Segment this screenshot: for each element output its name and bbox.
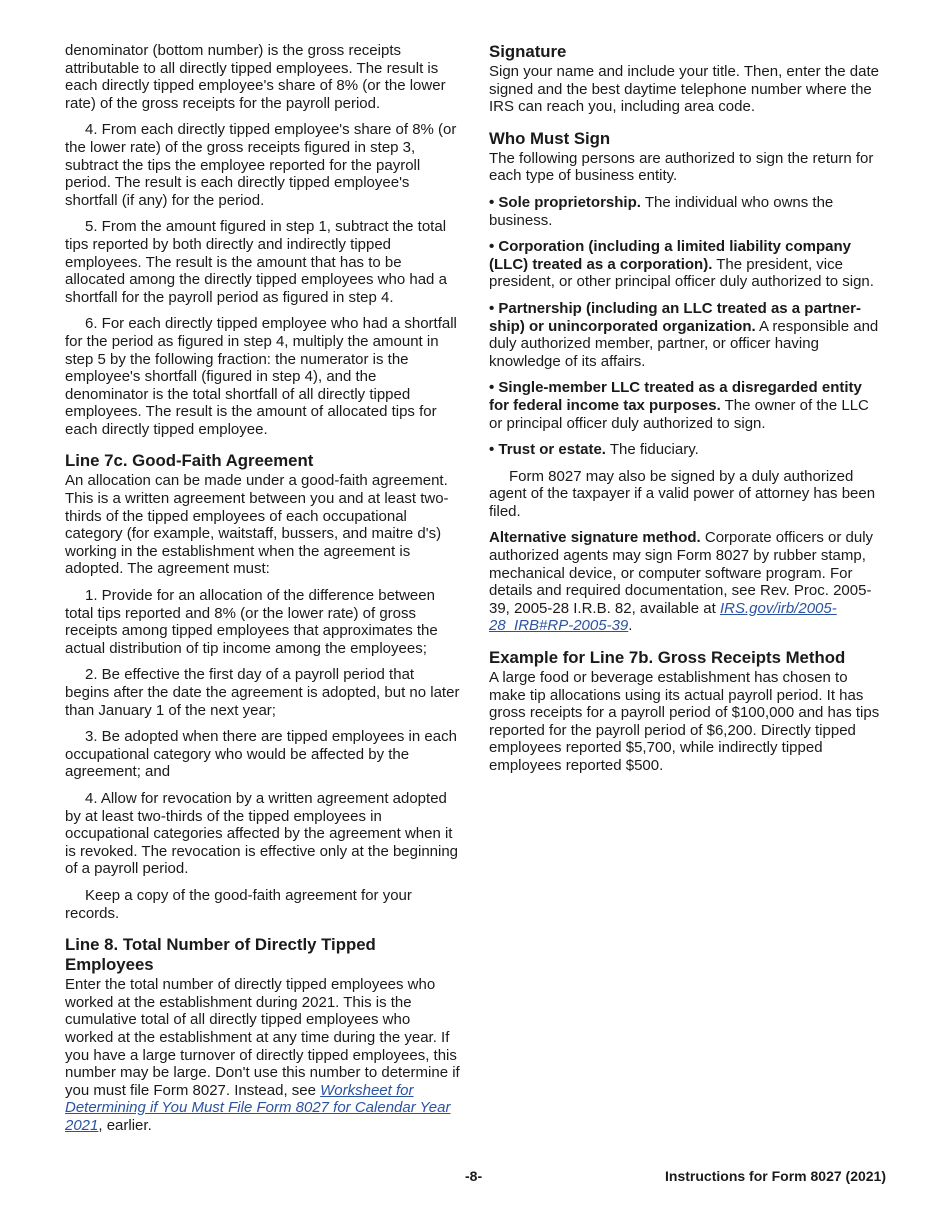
who-must-sign-section bbox=[489, 129, 886, 635]
bullet-text: The individual who owns the business. bbox=[489, 193, 834, 229]
bullet-partnership bbox=[489, 300, 886, 370]
line-8-heading: Line 8. Total Number of Directly Tipped Employees bbox=[65, 935, 376, 975]
bullet-text: The fiduciary. bbox=[605, 441, 699, 459]
line-8-body: Enter the total number of directly tipped employees who worked at the establishment during 2021. This is the cumulative total of all directly tipped employees who worked at the establishment at any time during the year. If you have a large turnover of directly tipped employees, this number may be large. Don't use this number to determine if you must file Form 8027. Instead, see bbox=[65, 976, 460, 1099]
worksheet-link[interactable]: Worksheet for Determining if You Must File Form 8027 for Calendar Year 2021 bbox=[65, 1081, 451, 1134]
line-7c-section bbox=[65, 451, 462, 922]
who-must-sign-intro: The following persons are authorized to sign the return for each type of business entity. bbox=[489, 149, 874, 185]
line-8-text bbox=[65, 976, 462, 1134]
left-column bbox=[65, 42, 462, 1143]
bullet-sole-proprietorship bbox=[489, 194, 886, 229]
agreement-item-2: 2. Be effective the first day of a payroll period that begins after the date the agreement is adopted, but no later than January 1 of the next year; bbox=[65, 666, 460, 719]
example-text: A large food or beverage establishment has chosen to make tip allocations using its actual payroll period. It has gross receipts for a payroll period of $100,000 and has tips reported for the payroll period of $6,200. Directly tipped employees reported $5,700, while indirectly tipped employees reported $500. bbox=[489, 669, 880, 774]
steps-continued bbox=[65, 42, 462, 438]
bullet-text: The president, vice president, or other principal officer duly authorized to sign. bbox=[489, 255, 874, 291]
rev-proc-link[interactable]: IRS.gov/irb/2005-28_IRB#RP-2005-39 bbox=[489, 599, 837, 635]
agreement-item-1: 1. Provide for an allocation of the difference between total tips reported and 8% (or the lower rate) of gross receipts among tipped employees that approximates the actual distribution of tip income among the employees; bbox=[65, 587, 438, 657]
bullet-trust-estate bbox=[489, 441, 886, 459]
bullet-text: A responsible and duly authorized member, partner, or officer having knowledge of its affairs. bbox=[489, 317, 879, 370]
bullet-label: • Single-member LLC treated as a disregarded entity for federal income tax purposes. bbox=[489, 379, 862, 414]
agreement-closing: Keep a copy of the good-faith agreement for your records. bbox=[65, 886, 412, 922]
step-3-continued: denominator (bottom number) is the gross receipts attributable to all directly tipped employees. The result is each directly tipped employee's share of 8% (or the lower rate) of the gross receipts for the payroll period. bbox=[65, 42, 446, 112]
agent-note: Form 8027 may also be signed by a duly authorized agent of the taxpayer if a valid power of attorney has been filed. bbox=[489, 467, 876, 520]
right-column bbox=[489, 42, 886, 784]
bullet-text: The owner of the LLC or principal officer duly authorized to sign. bbox=[489, 396, 869, 432]
agreement-item-3: 3. Be adopted when there are tipped employees in each occupational category who would be affected by the agreement; and bbox=[65, 728, 457, 781]
bullet-single-member-llc bbox=[489, 379, 886, 432]
step-5: 5. From the amount figured in step 1, subtract the total tips reported by both directly and indirectly tipped employees. The result is the amount that has to be allocated among the directly tipped employees who had a shortfall for the payroll period as figured in step 4. bbox=[65, 218, 447, 306]
step-4: 4. From each directly tipped employee's share of 8% (or the lower rate) of the gross receipts figured in step 3, subtract the tips the employee reported for the payroll period. The result is each directly tipped employee's shortfall (if any) for the period. bbox=[65, 121, 457, 209]
who-must-sign-heading: Who Must Sign bbox=[489, 128, 611, 148]
form-reference: Instructions for Form 8027 (2021) bbox=[665, 1168, 886, 1184]
page-number: -8- bbox=[465, 1168, 483, 1184]
bullet-label: • Sole proprietorship. bbox=[489, 193, 641, 211]
line-7c-heading: Line 7c. Good-Faith Agreement bbox=[65, 451, 314, 471]
bullet-label: • Trust or estate. bbox=[489, 441, 606, 459]
agreement-item-4: 4. Allow for revocation by a written agreement adopted by at least two-thirds of the tipped employees in occupational categories affected by the agreement when it is revoked. The revocation is effective only at the beginning of a payroll period. bbox=[65, 789, 459, 878]
example-section bbox=[489, 648, 886, 775]
signature-text: Sign your name and include your title. Then, enter the date signed and the best daytime telephone number where the IRS can reach you, including area code. bbox=[489, 63, 879, 116]
signature-heading: Signature bbox=[489, 42, 567, 61]
alt-method-after: . bbox=[628, 617, 633, 635]
example-heading: Example for Line 7b. Gross Receipts Method bbox=[489, 648, 846, 668]
line-8-section bbox=[65, 935, 462, 1134]
bullet-label: • Corporation (including a limited liability company (LLC) treated as a corporation). bbox=[489, 238, 851, 273]
alternative-signature-method bbox=[489, 529, 886, 635]
step-6: 6. For each directly tipped employee who had a shortfall for the period as figured in step 4, multiply the amount in step 5 by the following fraction: the numerator is the employee's shortfall (figured in step 4), and the denominator is the total shortfall of all directly tipped employees. The result is the amount of allocated tips for each directly tipped employee. bbox=[65, 315, 457, 438]
bullet-label: • Partnership (including an LLC treated as a partner-ship) or unincorporated organization. bbox=[489, 299, 861, 335]
line-8-after-link: , earlier. bbox=[98, 1116, 152, 1134]
signature-section bbox=[489, 42, 886, 116]
line-7c-intro: An allocation can be made under a good-faith agreement. This is a written agreement between you and at least two-thirds of the tipped employees of each occupational category (for example, waitstaff, bussers, and maitre d's) working in the establishment when the agreement is adopted. The agreement must: bbox=[65, 472, 449, 578]
alt-method-text: Corporate officers or duly authorized agents may sign Form 8027 by rubber stamp, mechanical device, or computer software program. For details and required documentation, see Rev. Proc. 2005-39, 2005-28 I.R.B. 82, available at bbox=[489, 529, 874, 617]
alt-method-label: Alternative signature method. bbox=[489, 529, 701, 547]
bullet-corporation bbox=[489, 238, 886, 291]
